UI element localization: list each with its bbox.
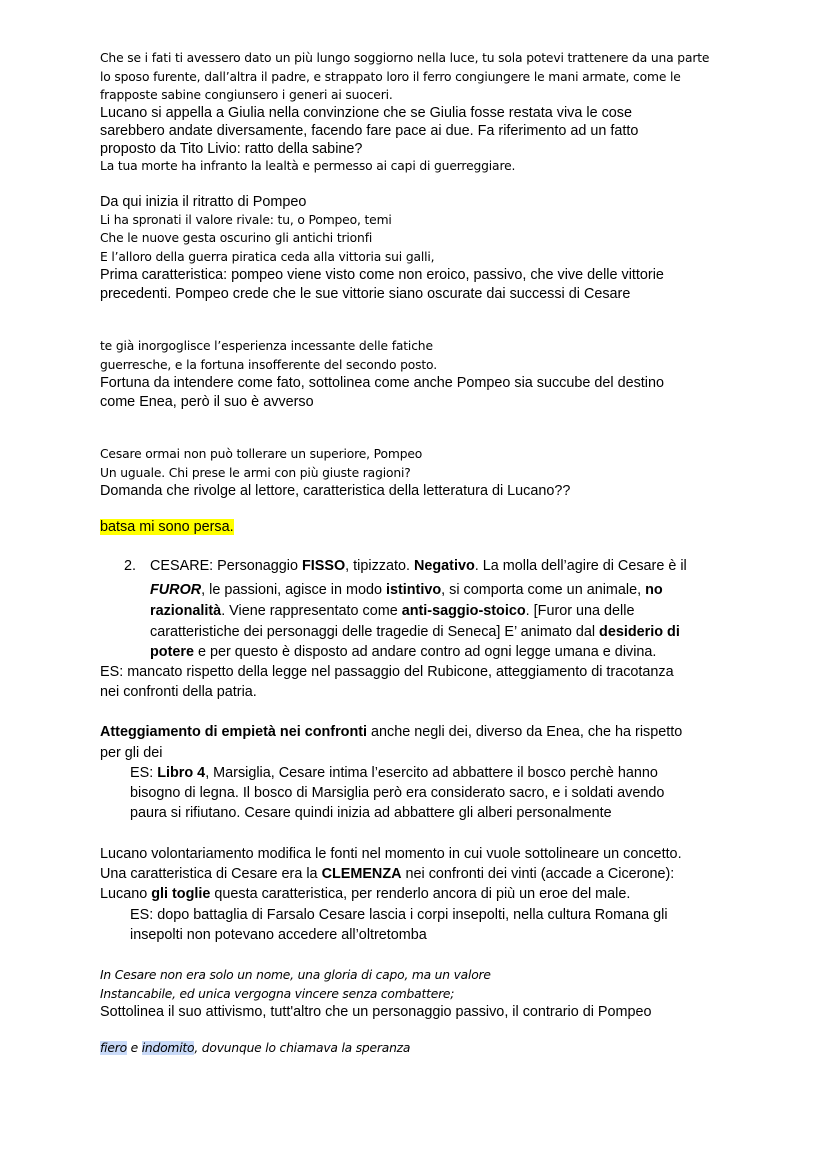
selected-word: fiero — [100, 1041, 127, 1055]
quote-line: lo sposo furente, dall’altra il padre, e strappato loro il ferro congiungere le mani armate, come le — [100, 70, 681, 84]
comment-line: Prima caratteristica: pompeo viene visto come non eroico, passivo, che vive delle vittorie — [100, 267, 664, 283]
example-line: nei confronti della patria. — [100, 684, 257, 700]
list-item-line: razionalità. Viene rappresentato come anti-saggio-stoico. [Furor una delle — [150, 603, 635, 619]
example-line: ES: mancato rispetto della legge nel passaggio del Rubicone, atteggiamento di tracotanza — [100, 664, 674, 680]
example-line: bisogno di legna. Il bosco di Marsiglia però era considerato sacro, e i soldati avendo — [130, 785, 665, 801]
italic-quote-line: In Cesare non era solo un nome, una gloria di capo, ma un valore — [100, 968, 491, 982]
example-line: insepolti non potevano accedere all’oltretomba — [130, 927, 427, 943]
quote-line: Che se i fati ti avessero dato un più lungo soggiorno nella luce, tu sola potevi trattenere da una parte — [100, 51, 710, 65]
highlight-text: batsa mi sono persa. — [100, 519, 234, 535]
selected-word: indomito — [141, 1041, 195, 1055]
comment-line: Lucano si appella a Giulia nella convinzione che se Giulia fosse restata viva le cose — [100, 105, 632, 121]
section-intro: Da qui inizia il ritratto di Pompeo — [100, 194, 307, 210]
list-item-line: caratteristiche dei personaggi delle tragedie di Seneca] E’ animato dal desiderio di — [150, 624, 680, 640]
comment-line: proposto da Tito Livio: ratto della sabine? — [100, 141, 363, 157]
quote-line: Cesare ormai non può tollerare un superiore, Pompeo — [100, 447, 423, 461]
italic-quote-line: Instancabile, ed unica vergogna vincere senza combattere; — [100, 987, 455, 1001]
quote-line: E l’alloro della guerra piratica ceda alla vittoria sui galli, — [100, 250, 435, 264]
paragraph-line: Atteggiamento di empietà nei confronti anche negli dei, diverso da Enea, che ha rispetto — [100, 724, 683, 740]
quote-line: frapposte sabine congiunsero i generi ai suoceri. — [100, 88, 393, 102]
quote-line: Un uguale. Chi prese le armi con più giuste ragioni? — [100, 466, 411, 480]
quote-line: La tua morte ha infranto la lealtà e permesso ai capi di guerreggiare. — [100, 159, 516, 173]
comment-line: Sottolinea il suo attivismo, tutt'altro che un personaggio passivo, il contrario di Pompeo — [100, 1004, 652, 1020]
list-item-line: FUROR, le passioni, agisce in modo istintivo, si comporta come un animale, no — [150, 582, 663, 598]
italic-quote-line: fiero e indomito, dovunque lo chiamava la speranza — [100, 1041, 411, 1055]
list-number: 2. — [124, 558, 137, 574]
example-line: paura si rifiutano. Cesare quindi inizia ad abbattere gli alberi personalmente — [130, 805, 612, 821]
quote-line: guerresche, e la fortuna insofferente del secondo posto. — [100, 358, 437, 372]
quote-line: te già inorgoglisce l’esperienza incessante delle fatiche — [100, 339, 433, 353]
comment-line: Fortuna da intendere come fato, sottolinea come anche Pompeo sia succube del destino — [100, 375, 664, 391]
paragraph-line: per gli dei — [100, 745, 163, 761]
comment-line: come Enea, però il suo è avverso — [100, 394, 314, 410]
list-item-line: potere e per questo è disposto ad andare contro ad ogni legge umana e divina. — [150, 644, 657, 660]
example-line: ES: Libro 4, Marsiglia, Cesare intima l’esercito ad abbattere il bosco perchè hanno — [130, 765, 658, 781]
comment-line: Domanda che rivolge al lettore, caratteristica della letteratura di Lucano?? — [100, 483, 571, 499]
highlighted-note — [100, 519, 234, 535]
list-item-line: CESARE: Personaggio FISSO, tipizzato. Negativo. La molla dell’agire di Cesare è il — [150, 558, 687, 574]
example-line: ES: dopo battaglia di Farsalo Cesare lascia i corpi insepolti, nella cultura Romana gli — [130, 907, 668, 923]
paragraph-line: Lucano volontariamento modifica le fonti nel momento in cui vuole sottolineare un concetto. — [100, 846, 682, 862]
paragraph-line: Una caratteristica di Cesare era la CLEMENZA nei confronti dei vinti (accade a Cicerone): — [100, 866, 675, 882]
paragraph-line: Lucano gli toglie questa caratteristica, per renderlo ancora di più un eroe del male. — [100, 886, 631, 902]
comment-line: sarebbero andate diversamente, facendo fare pace ai due. Fa riferimento ad un fatto — [100, 123, 639, 139]
quote-line: Li ha spronati il valore rivale: tu, o Pompeo, temi — [100, 213, 392, 227]
quote-line: Che le nuove gesta oscurino gli antichi trionfi — [100, 231, 373, 245]
comment-line: precedenti. Pompeo crede che le sue vittorie siano oscurate dai successi di Cesare — [100, 286, 631, 302]
